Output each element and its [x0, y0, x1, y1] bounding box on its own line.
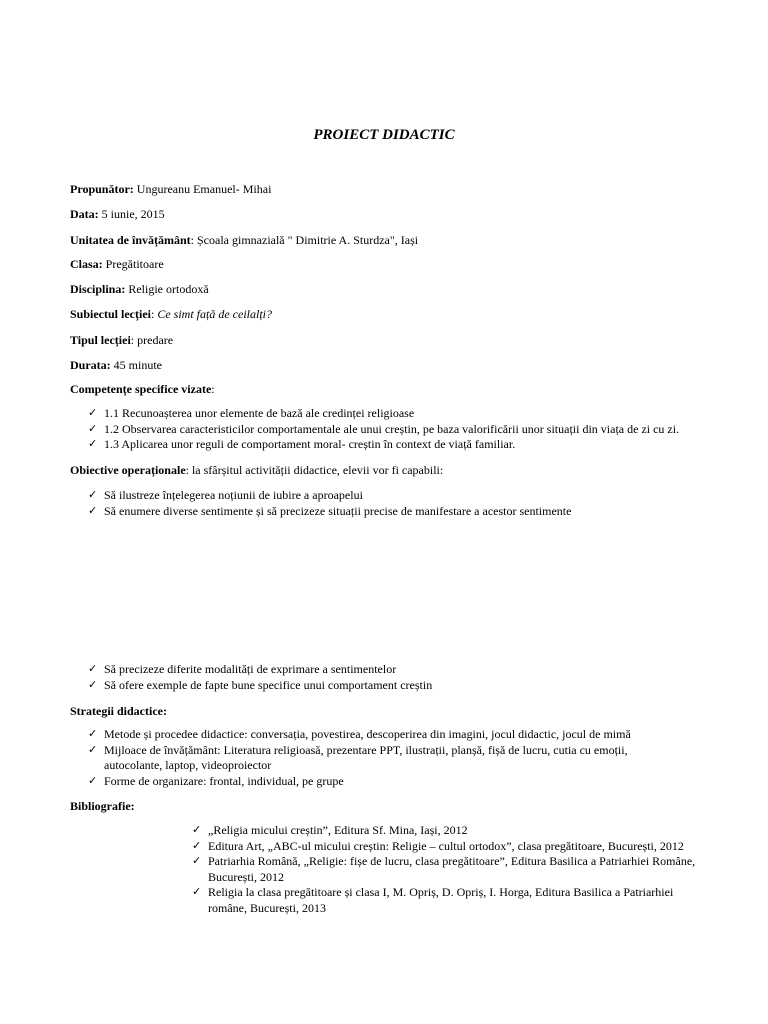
section-label: Competențe specifice vizate [70, 382, 212, 396]
field-label: Unitatea de învățământ [70, 233, 191, 247]
obiective-list-b [88, 662, 688, 693]
section-strategii-heading [70, 704, 167, 720]
obiective-list-a [88, 488, 688, 519]
list-item: ✓ Să enumere diverse sentimente și să precizeze situații precise de manifestare a acestor sentimente [88, 504, 688, 520]
list-item: ✓ Mijloace de învățământ: Literatura religioasă, prezentare PPT, ilustrații, planșă, fișă de lucru, cutia cu emoții, autocolante, laptop, videoproiector [88, 743, 688, 774]
bibliografie-list [192, 823, 712, 916]
field-value: Pregătitoare [102, 257, 164, 271]
section-competente-heading [70, 382, 215, 398]
field-disciplina [70, 282, 209, 298]
list-item: ✓ Să ilustreze înțelegerea noțiunii de iubire a aproapelui [88, 488, 688, 504]
list-item: ✓ Să ofere exemple de fapte bune specifice unui comportament creștin [88, 678, 688, 694]
field-label: Disciplina: [70, 282, 126, 296]
competente-list [88, 406, 688, 453]
field-label: Durata: [70, 358, 111, 372]
section-label: Bibliografie: [70, 799, 135, 813]
field-durata [70, 358, 162, 374]
section-label: Obiective operaționale [70, 463, 186, 477]
field-label: Tipul lecției [70, 333, 131, 347]
list-item: ✓ Religia la clasa pregătitoare și clasa I, M. Opriș, D. Opriș, I. Horga, Editura Basilica a Patriarhiei române, București, 2013 [192, 885, 712, 916]
field-label: Subiectul lecției [70, 307, 151, 321]
list-item: ✓ „Religia micului creștin”, Editura Sf. Mina, Iași, 2012 [192, 823, 712, 839]
list-item: ✓ 1.2 Observarea caracteristicilor comportamentale ale unui creștin, pe baza valorificării unor situații din viața de zi cu zi. [88, 422, 688, 438]
section-bibliografie-heading [70, 799, 135, 815]
field-value: 5 iunie, 2015 [98, 207, 165, 221]
list-item: ✓ Să precizeze diferite modalități de exprimare a sentimentelor [88, 662, 688, 678]
field-value: Religie ortodoxă [125, 282, 209, 296]
field-unitatea [70, 233, 418, 249]
field-separator: : [151, 307, 158, 321]
field-subiectul [70, 307, 272, 323]
list-item: ✓ Editura Art, „ABC-ul micului creștin: Religie – cultul ortodox”, clasa pregătitoare, București, 2012 [192, 839, 712, 855]
field-label: Clasa: [70, 257, 103, 271]
list-item: ✓ 1.3 Aplicarea unor reguli de comportament moral- creștin în context de viață familiar. [88, 437, 688, 453]
list-item: ✓ Forme de organizare: frontal, individual, pe grupe [88, 774, 688, 790]
list-item: ✓ Metode și procedee didactice: conversația, povestirea, descoperirea din imagini, jocul didactic, jocul de mimă [88, 727, 688, 743]
field-value: : predare [130, 333, 174, 347]
field-value: 45 minute [110, 358, 162, 372]
field-clasa [70, 257, 164, 273]
field-data [70, 207, 165, 223]
strategii-list [88, 727, 688, 789]
page-title: PROIECT DIDACTIC [313, 127, 455, 143]
field-value: : Școala gimnazială " Dimitrie A. Sturdza", Iași [190, 233, 419, 247]
section-label: Strategii didactice: [70, 704, 167, 718]
list-item: ✓ 1.1 Recunoașterea unor elemente de bază ale credinței religioase [88, 406, 688, 422]
field-label: Propunător: [70, 182, 134, 196]
section-obiective-heading [70, 463, 443, 479]
list-item: ✓ Patriarhia Română, „Religie: fișe de lucru, clasa pregătitoare”, Editura Basilica a Patriarhiei Române, București, 2012 [192, 854, 712, 885]
field-value: Ungureanu Emanuel- Mihai [133, 182, 272, 196]
field-value: Ce simt față de ceilalți? [157, 307, 272, 321]
field-tipul [70, 333, 173, 349]
section-suffix: : la sfârșitul activității didactice, elevii vor fi capabili: [185, 463, 444, 477]
section-suffix: : [211, 382, 215, 396]
field-propunator [70, 182, 271, 198]
field-label: Data: [70, 207, 99, 221]
